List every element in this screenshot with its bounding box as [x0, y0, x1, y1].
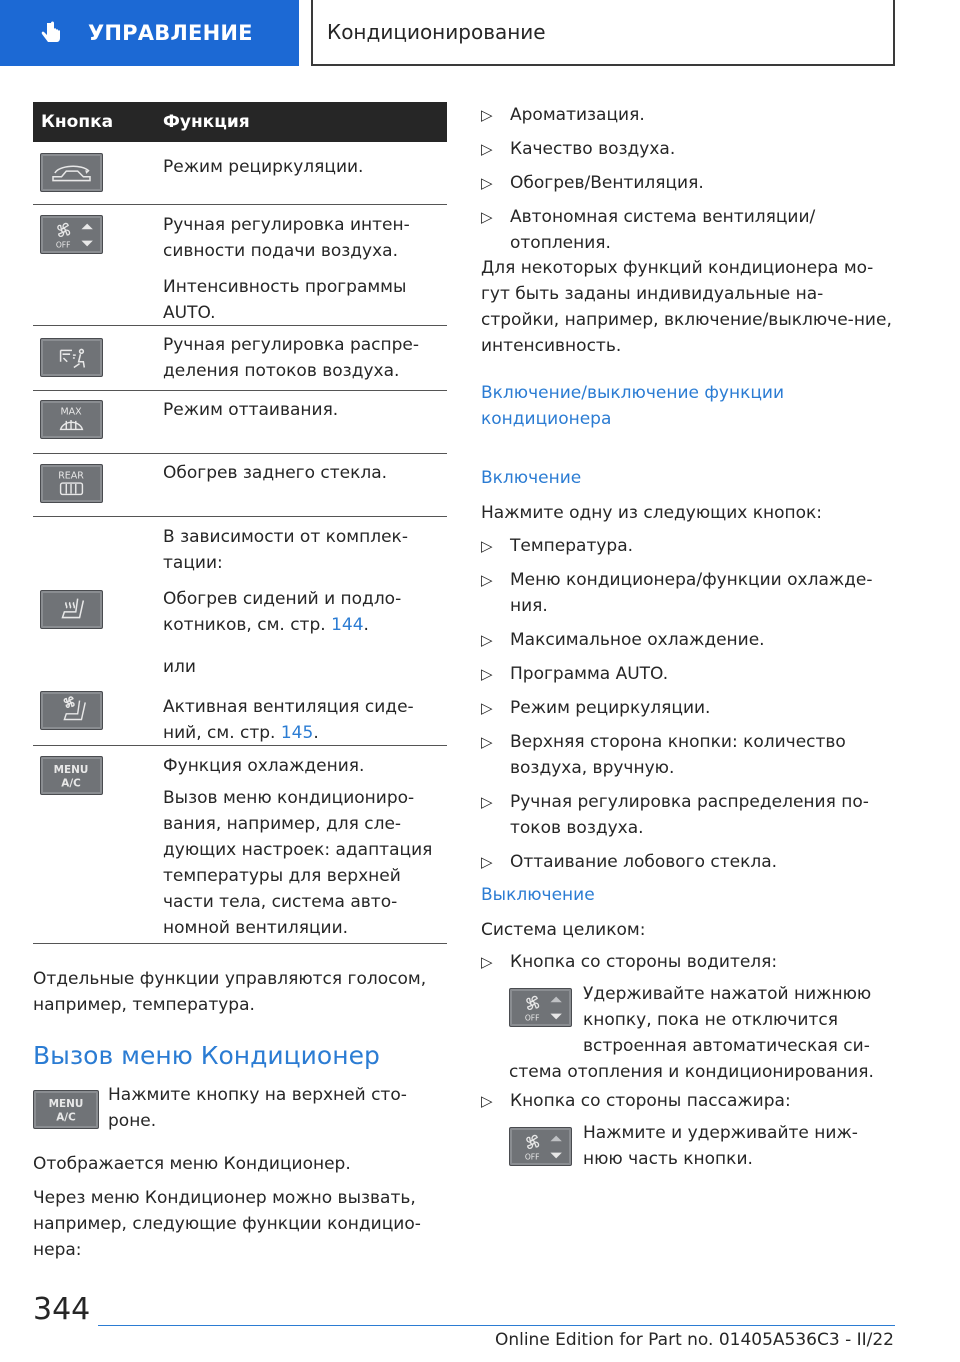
page-link[interactable]: 144 [331, 615, 364, 635]
off-heading: Выключение [481, 885, 595, 905]
driver-off-text-cont: стема отопления и кондиционирования. [509, 1062, 874, 1082]
row-text: Обогрев сидений и подло-котников, см. стр. 144. [163, 589, 402, 635]
list-item: ▷ Режим рециркуляции. [481, 695, 895, 721]
air-distribution-button-image [40, 338, 103, 377]
header-button: Кнопка [41, 112, 114, 132]
menu-functions-list [481, 102, 895, 256]
svg-text:A/C: A/C [56, 1111, 76, 1124]
off-driver-item [481, 949, 895, 975]
max-defrost-button-image [40, 400, 103, 439]
on-buttons-list [481, 533, 895, 875]
seat-ventilation-button-image [40, 691, 103, 730]
row-text: В зависимости от комплек-тации: [163, 527, 408, 573]
row-text: Ручная регулировка интен-сивности подачи воздуха. [163, 215, 410, 261]
voice-paragraph: Отдельные функции управляются голосом, например, температура. [33, 969, 427, 1015]
driver-off-text: Удерживайте нажатой нижнюю кнопку, пока не отключится встроенная автоматическая си- [583, 984, 872, 1056]
fan-off-icon [510, 1128, 571, 1165]
menu-ac-button-image-large [33, 1090, 99, 1129]
menu-shown-text: Отображается меню Кондиционер. [33, 1154, 351, 1174]
row-text: Ручная регулировка распре-деления потоков воздуха. [163, 335, 420, 381]
off-passenger-item [481, 1088, 895, 1114]
menu-heading: Вызов меню Кондиционер [33, 1041, 380, 1070]
fan-button-image [40, 215, 103, 254]
button-function-table [33, 102, 447, 944]
seat-heating-icon [41, 591, 102, 628]
svg-text:MAX: MAX [60, 406, 82, 418]
page-link[interactable]: 145 [280, 723, 314, 743]
row-text: Режим рециркуляции. [163, 157, 364, 177]
chapter-label: Кондиционирование [327, 20, 546, 44]
off-intro: Система целиком: [481, 920, 646, 940]
seat-ventilation-icon [41, 692, 102, 729]
list-item: ▷ Качество воздуха. [481, 136, 895, 162]
list-item: ▷ Максимальное охлаждение. [481, 627, 895, 653]
edition-text: Online Edition for Part no. 01405A536C3 - II/22 [494, 1330, 894, 1350]
footer-divider [98, 1325, 895, 1326]
menu-ac-icon [41, 757, 102, 794]
svg-text:MENU: MENU [53, 764, 89, 777]
list-item: ▷ Ручная регулировка распределения по-токов воздуха. [481, 789, 895, 841]
svg-text:OFF: OFF [55, 240, 71, 250]
recirculation-car-icon [41, 154, 102, 191]
list-item: ▷ Автономная система вентиляции/ отопления. [481, 204, 851, 256]
table-row [33, 205, 447, 326]
on-intro: Нажмите одну из следующих кнопок: [481, 503, 822, 523]
on-heading: Включение [481, 468, 582, 488]
hand-icon [38, 20, 64, 46]
section-tab[interactable] [0, 0, 299, 66]
list-item: ▷ Ароматизация. [481, 102, 895, 128]
list-item: ▷ Меню кондиционера/функции охлажде-ния. [481, 567, 895, 619]
fan-off-arrows-icon [41, 216, 102, 253]
row-text: Обогрев заднего стекла. [163, 463, 388, 483]
max-defrost-icon [41, 401, 102, 438]
list-item: ▷ Температура. [481, 533, 895, 559]
svg-text:A/C: A/C [61, 777, 81, 790]
passenger-fan-button-image [509, 1127, 572, 1166]
table-row [33, 326, 447, 391]
menu-ac-button-image [40, 756, 103, 795]
list-item: ▷ Оттаивание лобового стекла. [481, 849, 895, 875]
row-text: Интенсивность программы AUTO. [163, 277, 407, 323]
passenger-off-text: Нажмите и удерживайте ниж-нюю часть кнопки. [583, 1123, 858, 1169]
individual-settings-paragraph: Для некоторых функций кондиционера мо-гут быть заданы индивидуальные на-стройки, например, включение/выключе-ние, интенсивность. [481, 258, 892, 356]
table-row [33, 454, 447, 517]
list-item: ▷ Кнопка со стороны пассажира: [481, 1088, 895, 1114]
onoff-heading: Включение/выключение функции кондиционера [481, 383, 785, 429]
row-text: или [163, 657, 196, 677]
rear-defrost-button-image [40, 464, 103, 503]
menu-press-text: Нажмите кнопку на верхней сто-роне. [108, 1085, 407, 1131]
recirculation-button-image [40, 153, 103, 192]
list-item: ▷ Программа AUTO. [481, 661, 895, 687]
chapter-tab[interactable] [311, 0, 895, 66]
page-number: 344 [33, 1292, 91, 1327]
driver-fan-button-image [509, 988, 572, 1027]
air-distribution-icon [41, 339, 102, 376]
table-row [33, 517, 447, 746]
row-text: Функция охлаждения. [163, 756, 365, 776]
svg-text:REAR: REAR [58, 470, 84, 482]
svg-text:OFF: OFF [524, 1152, 540, 1162]
table-row [33, 746, 447, 944]
rear-defrost-icon [41, 465, 102, 502]
table-row [33, 391, 447, 454]
menu-functions-text: Через меню Кондиционер можно вызвать, например, следующие функции кондицио-нера: [33, 1188, 421, 1260]
svg-text:OFF: OFF [524, 1013, 540, 1023]
menu-ac-icon [34, 1091, 98, 1128]
header-function: Функция [163, 112, 250, 132]
list-item: ▷ Кнопка со стороны водителя: [481, 949, 895, 975]
fan-off-icon [510, 989, 571, 1026]
list-item: ▷ Обогрев/Вентиляция. [481, 170, 895, 196]
row-text: Режим оттаивания. [163, 400, 339, 420]
list-item: ▷ Верхняя сторона кнопки: количество воздуха, вручную. [481, 729, 895, 781]
row-text: Вызов меню кондициониро-вания, например, для сле-дующих настроек: адаптация температуры для верхней части тела, система авто-номной вентиляции. [163, 788, 433, 938]
row-text: Активная вентиляция сиде-ний, см. стр. 145. [163, 697, 414, 743]
seat-heating-button-image [40, 590, 103, 629]
table-row [33, 142, 447, 205]
svg-text:MENU: MENU [48, 1098, 84, 1111]
section-label: УПРАВЛЕНИЕ [88, 21, 253, 45]
